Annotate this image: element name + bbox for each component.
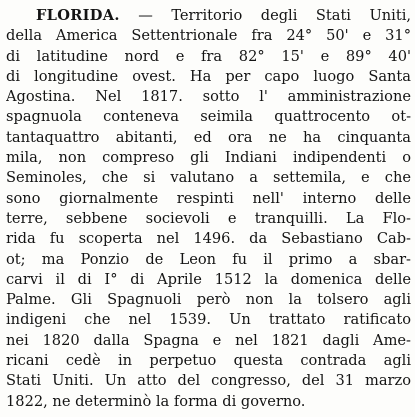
entry-line-16: indigeni che nel 1539. Un trattato ratificato (6, 311, 411, 329)
entry-line-2: della America Settentrionale fra 24° 50' e 31° (6, 27, 411, 45)
entry-line-15: Palme. Gli Spagnuoli però non la tolsero agli (6, 291, 411, 309)
entry-line-19: Stati Uniti. Un atto del congresso, del 31 marzo (6, 372, 411, 390)
entry-headword: FLORIDA. (36, 7, 120, 24)
entry-line-20: 1822, ne determinò la forma di governo. (6, 392, 306, 410)
encyclopedia-entry (6, 6, 411, 412)
entry-line-13: ot; ma Ponzio de Leon fu il primo a sbar- (6, 250, 411, 268)
entry-line-11: terre, sebbene socievoli e tranquilli. La Flo- (6, 209, 411, 227)
entry-line-3: di latitudine nord e fra 82° 15' e 89° 40' (6, 47, 411, 65)
entry-line-6: spagnuola conteneva seimila quattrocento ot- (6, 108, 411, 126)
entry-line-18: ricani cedè in perpetuo questa contrada agli (6, 352, 411, 370)
entry-line-12: rida fu scoperta nel 1496. da Sebastiano Cab- (6, 230, 411, 248)
entry-line-1-text: — Territorio degli Stati Uniti, (119, 7, 411, 24)
entry-line-7: tantaquattro abitanti, ed ora ne ha cinquanta (6, 128, 411, 146)
entry-line-5: Agostina. Nel 1817. sotto l' amministrazione (6, 88, 411, 106)
entry-line-4: di longitudine ovest. Ha per capo luogo Santa (6, 67, 411, 85)
entry-line-10: sono giornalmente respinti nell' interno delle (6, 189, 411, 207)
entry-line-8: mila, non compreso gli Indiani indipendenti o (6, 149, 411, 167)
entry-line-1 (6, 6, 411, 26)
entry-line-14: carvi il di I° di Aprile 1512 la domenica delle (6, 270, 411, 288)
entry-line-17: nei 1820 dalla Spagna e nel 1821 dagli Ame- (6, 331, 411, 349)
entry-line-9: Seminoles, che si valutano a settemila, e che (6, 169, 411, 187)
